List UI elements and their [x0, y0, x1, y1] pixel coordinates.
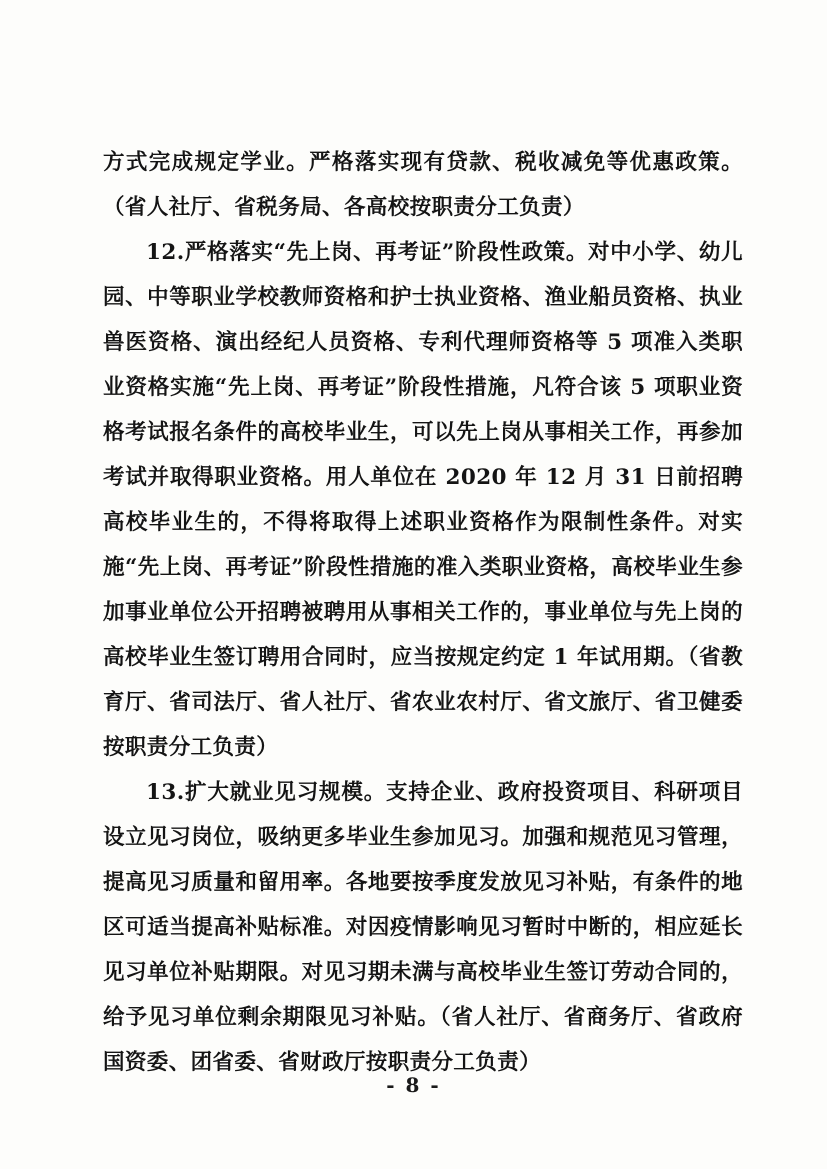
- page-number: - 8 -: [386, 1073, 441, 1097]
- paragraph-continued: 方式完成规定学业。严格落实现有贷款、税收减免等优惠政策。（省人社厅、省税务局、各高校按职责分工负责）: [103, 150, 743, 220]
- paragraph-item-13: 13.扩大就业见习规模。支持企业、政府投资项目、科研项目设立见习岗位，吸纳更多毕业生参加见习。加强和规范见习管理，提高见习质量和留用率。各地要按季度发放见习补贴，有条件的地区可适当提高补贴标准。对因疫情影响见习暂时中断的，相应延长见习单位补贴期限。对见习期未满与高校毕业生签订劳动合同的，给予见习单位剩余期限见习补贴。（省人社厅、省商务厅、省政府国资委、团省委、省财政厅按职责分工负责）: [103, 780, 743, 1075]
- document-body: [103, 140, 743, 1085]
- paragraph-item-12: 12.严格落实“先上岗、再考证”阶段性政策。对中小学、幼儿园、中等职业学校教师资格和护士执业资格、渔业船员资格、执业兽医资格、演出经纪人员资格、专利代理师资格等 5 项准入类职业资格实施“先上岗、再考证”阶段性措施，凡符合该 5 项职业资格考试报名条件的高校毕业生，可以先上岗从事相关工作，再参加考试并取得职业资格。用人单位在 2020 年 12 月 31 日前招聘高校毕业生的，不得将取得上述职业资格作为限制性条件。对实施“先上岗、再考证”阶段性措施的准入类职业资格，高校毕业生参加事业单位公开招聘被聘用从事相关工作的，事业单位与先上岗的高校毕业生签订聘用合同时，应当按规定约定 1 年试用期。（省教育厅、省司法厅、省人社厅、省农业农村厅、省文旅厅、省卫健委按职责分工负责）: [103, 240, 743, 760]
